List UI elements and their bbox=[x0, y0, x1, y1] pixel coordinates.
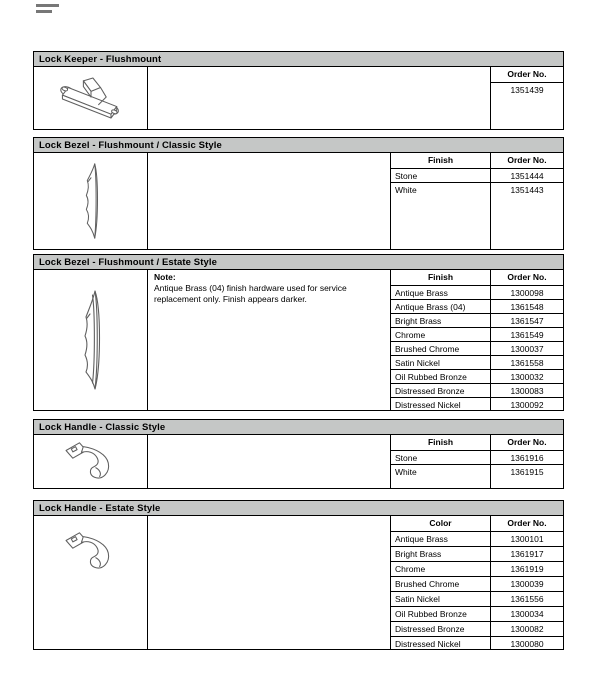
description-cell bbox=[148, 435, 391, 488]
order-no-cell: 1361915 bbox=[510, 467, 544, 477]
order-no-cell: 1361558 bbox=[510, 358, 544, 368]
section-table bbox=[33, 435, 564, 489]
lock-handle-estate-drawing bbox=[60, 528, 122, 576]
section-title-bar: Lock Handle - Classic Style bbox=[33, 419, 564, 435]
order-no-cell: 1300092 bbox=[510, 400, 544, 410]
section-title-bar: Lock Bezel - Flushmount / Classic Style bbox=[33, 137, 564, 153]
description-cell bbox=[148, 516, 391, 649]
order-column-header: Order No. bbox=[507, 518, 547, 528]
variant-cell: Chrome bbox=[391, 328, 491, 341]
column-header-row bbox=[391, 153, 563, 168]
order-no-cell bbox=[491, 196, 563, 249]
variant-cell bbox=[391, 196, 491, 249]
part-row bbox=[391, 299, 563, 313]
section-title-bar: Lock Bezel - Flushmount / Estate Style bbox=[33, 254, 564, 270]
note-text: Antique Brass (04) finish hardware used for service replacement only. Finish appears darker. bbox=[154, 283, 347, 304]
variant-column-header: Color bbox=[391, 516, 491, 531]
part-row bbox=[391, 355, 563, 369]
finish-order-table bbox=[391, 153, 563, 249]
parts-catalog bbox=[33, 51, 564, 650]
variant-cell: Brushed Chrome bbox=[391, 342, 491, 355]
part-row bbox=[391, 285, 563, 299]
part-row bbox=[391, 546, 563, 561]
lock-bezel-classic-drawing bbox=[79, 162, 103, 240]
part-row bbox=[391, 561, 563, 576]
section-table bbox=[33, 270, 564, 411]
finish-order-table bbox=[391, 270, 563, 410]
column-header-row bbox=[491, 67, 563, 82]
part-row bbox=[391, 450, 563, 464]
color-order-table bbox=[391, 516, 563, 649]
part-row bbox=[391, 591, 563, 606]
order-no-cell: 1300039 bbox=[510, 579, 544, 589]
order-table bbox=[491, 67, 563, 129]
order-no-cell: 1300083 bbox=[510, 386, 544, 396]
note-cell bbox=[148, 270, 391, 410]
variant-cell: White bbox=[391, 183, 491, 196]
description-cell bbox=[148, 67, 491, 129]
order-column-header: Order No. bbox=[507, 272, 547, 282]
variant-cell: Bright Brass bbox=[391, 547, 491, 561]
part-row bbox=[391, 369, 563, 383]
lock-bezel-estate-drawing bbox=[76, 288, 106, 392]
part-row bbox=[391, 636, 563, 650]
order-no-cell: 1300037 bbox=[510, 344, 544, 354]
part-row bbox=[391, 606, 563, 621]
description-cell bbox=[148, 153, 391, 249]
variant-column-header: Finish bbox=[391, 270, 491, 285]
variant-cell: Distressed Nickel bbox=[391, 398, 491, 411]
part-row bbox=[391, 313, 563, 327]
variant-cell: Distressed Nickel bbox=[391, 637, 491, 650]
variant-cell: Satin Nickel bbox=[391, 592, 491, 606]
variant-cell: Satin Nickel bbox=[391, 356, 491, 369]
variant-cell: White bbox=[391, 465, 491, 478]
variant-cell: Antique Brass bbox=[391, 286, 491, 299]
part-image-cell bbox=[34, 270, 148, 410]
empty-space-row bbox=[391, 478, 563, 488]
note-label: Note: bbox=[154, 272, 176, 282]
variant-column-header: Finish bbox=[391, 435, 491, 450]
part-row bbox=[391, 341, 563, 355]
variant-cell: Distressed Bronze bbox=[391, 622, 491, 636]
variant-cell: Antique Brass (04) bbox=[391, 300, 491, 313]
section-table bbox=[33, 516, 564, 650]
variant-cell bbox=[391, 478, 491, 488]
part-row bbox=[391, 182, 563, 196]
variant-cell: Oil Rubbed Bronze bbox=[391, 607, 491, 621]
variant-column-header: Finish bbox=[391, 153, 491, 168]
section-lock-keeper-flushmount bbox=[33, 51, 564, 130]
part-image-cell bbox=[34, 435, 148, 488]
order-no-cell: 1300101 bbox=[510, 534, 544, 544]
section-table bbox=[33, 67, 564, 130]
empty-space-row bbox=[391, 196, 563, 249]
variant-cell: Brushed Chrome bbox=[391, 577, 491, 591]
section-lock-handle-classic bbox=[33, 419, 564, 489]
order-column-header: Order No. bbox=[507, 437, 547, 447]
page-corner-mark bbox=[36, 4, 59, 7]
order-no-cell: 1361549 bbox=[510, 330, 544, 340]
order-no-cell: 1361547 bbox=[510, 316, 544, 326]
variant-cell: Antique Brass bbox=[391, 532, 491, 546]
variant-cell: Stone bbox=[391, 169, 491, 182]
part-row bbox=[391, 621, 563, 636]
variant-cell: Oil Rubbed Bronze bbox=[391, 370, 491, 383]
section-lock-bezel-estate bbox=[33, 254, 564, 411]
order-no-cell: 1361556 bbox=[510, 594, 544, 604]
order-no-cell: 1361916 bbox=[510, 453, 544, 463]
order-no-cell: 1361917 bbox=[510, 549, 544, 559]
column-header-row bbox=[391, 435, 563, 450]
column-header-row bbox=[391, 516, 563, 531]
order-no-cell: 1300034 bbox=[510, 609, 544, 619]
part-row bbox=[491, 82, 563, 96]
order-no-cell: 1300082 bbox=[510, 624, 544, 634]
section-lock-handle-estate bbox=[33, 500, 564, 650]
order-no-cell: 1351444 bbox=[510, 171, 544, 181]
order-column-header: Order No. bbox=[507, 155, 547, 165]
lock-handle-classic-drawing bbox=[60, 438, 122, 486]
order-no-cell: 1300080 bbox=[510, 639, 544, 649]
lock-keeper-drawing bbox=[51, 73, 131, 123]
part-row bbox=[391, 327, 563, 341]
order-no-cell: 1361548 bbox=[510, 302, 544, 312]
section-lock-bezel-classic bbox=[33, 137, 564, 250]
variant-cell: Stone bbox=[391, 451, 491, 464]
page-corner-mark bbox=[36, 10, 52, 13]
order-no-cell: 1351439 bbox=[510, 85, 544, 95]
variant-cell: Chrome bbox=[391, 562, 491, 576]
part-row bbox=[391, 168, 563, 182]
order-no-cell: 1351443 bbox=[510, 185, 544, 195]
part-row bbox=[391, 576, 563, 591]
column-header-row bbox=[391, 270, 563, 285]
order-no-cell bbox=[491, 96, 563, 129]
variant-cell: Bright Brass bbox=[391, 314, 491, 327]
empty-space-row bbox=[491, 96, 563, 129]
part-image-cell bbox=[34, 153, 148, 249]
order-no-cell: 1300098 bbox=[510, 288, 544, 298]
part-row bbox=[391, 383, 563, 397]
part-image-cell bbox=[34, 516, 148, 649]
order-no-cell: 1361919 bbox=[510, 564, 544, 574]
order-no-cell: 1300032 bbox=[510, 372, 544, 382]
finish-order-table bbox=[391, 435, 563, 488]
order-no-cell bbox=[491, 478, 563, 488]
section-title-bar: Lock Handle - Estate Style bbox=[33, 500, 564, 516]
order-column-header: Order No. bbox=[507, 69, 547, 79]
variant-cell: Distressed Bronze bbox=[391, 384, 491, 397]
part-row bbox=[391, 397, 563, 411]
part-image-cell bbox=[34, 67, 148, 129]
section-table bbox=[33, 153, 564, 250]
part-row bbox=[391, 464, 563, 478]
section-title-bar: Lock Keeper - Flushmount bbox=[33, 51, 564, 67]
part-row bbox=[391, 531, 563, 546]
